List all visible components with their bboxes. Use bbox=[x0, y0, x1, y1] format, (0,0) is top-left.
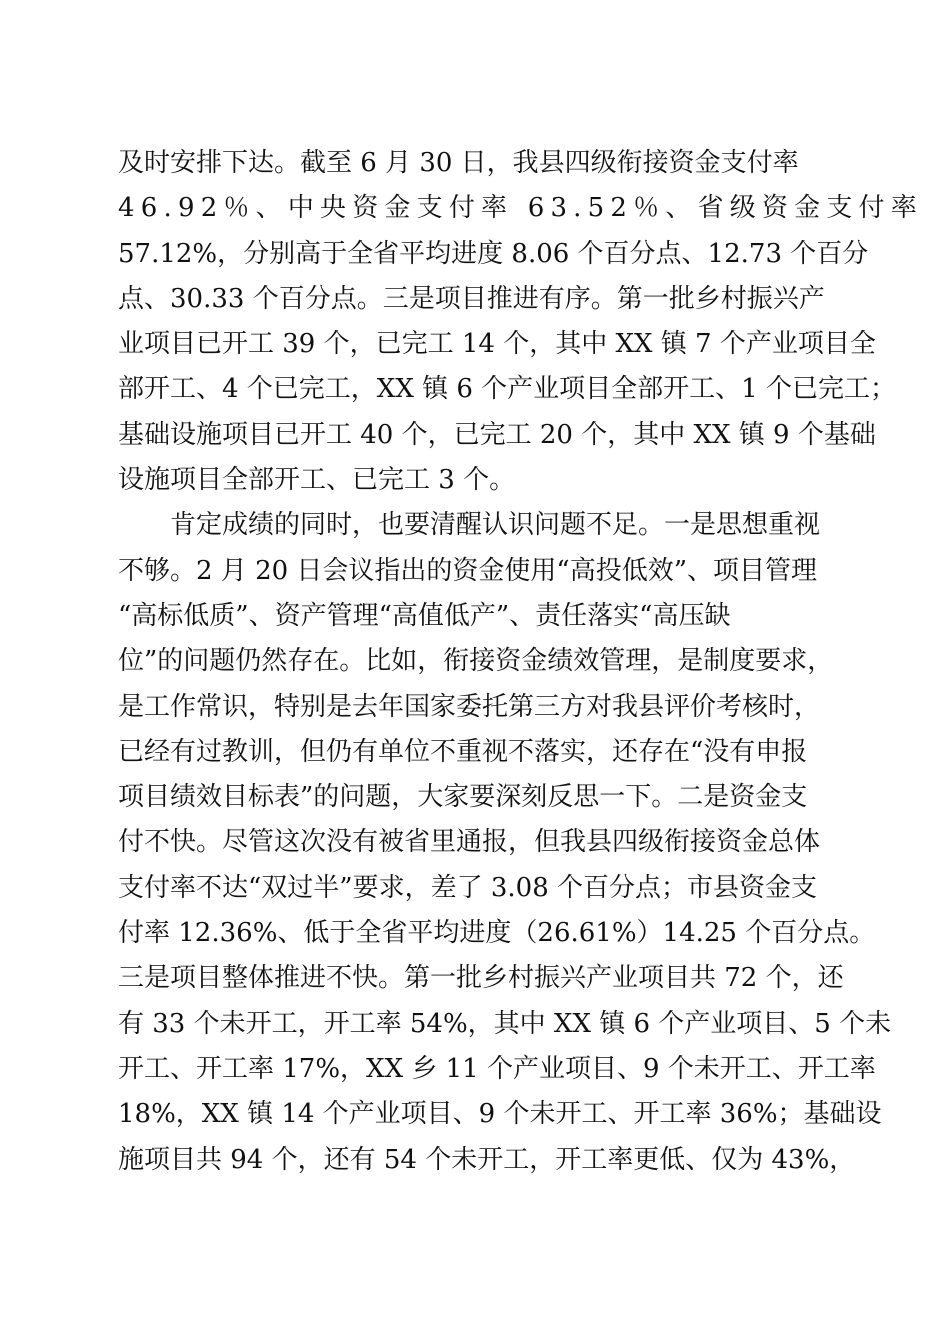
paragraph-1-line-6: 部开工、4 个已完工，XX 镇 6 个产业项目全部开工、1 个已完工； bbox=[118, 374, 896, 405]
paragraph-2-line-12: 有 33 个未开工，开工率 54%，其中 XX 镇 6 个产业项目、5 个未 bbox=[118, 1008, 892, 1039]
paragraph-1-line-2: 46.92％、中央资金支付率 63.52％、省级资金支付率 bbox=[118, 193, 923, 224]
paragraph-2-line-2: 不够。2 月 20 日会议指出的资金使用“高投低效”、项目管理 bbox=[118, 555, 818, 586]
paragraph-2-line-13: 开工、开工率 17%，XX 乡 11 个产业项目、9 个未开工、开工率 bbox=[118, 1053, 876, 1084]
paragraph-1-line-7: 基础设施项目已开工 40 个，已完工 20 个，其中 XX 镇 9 个基础 bbox=[118, 419, 876, 450]
paragraph-1-line-3: 57.12%，分别高于全省平均进度 8.06 个百分点、12.73 个百分 bbox=[118, 238, 869, 269]
paragraph-2-line-14: 18%，XX 镇 14 个产业项目、9 个未开工、开工率 36%；基础设 bbox=[118, 1099, 882, 1130]
paragraph-2-line-11: 三是项目整体推进不快。第一批乡村振兴产业项目共 72 个，还 bbox=[118, 963, 844, 994]
paragraph-2-line-4: 位”的问题仍然存在。比如，衔接资金绩效管理，是制度要求， bbox=[118, 646, 834, 677]
paragraph-2-line-6: 已经有过教训，但仍有单位不重视不落实，还存在“没有申报 bbox=[118, 736, 808, 767]
paragraph-1-line-5: 业项目已开工 39 个，已完工 14 个，其中 XX 镇 7 个产业项目全 bbox=[118, 329, 876, 360]
paragraph-2-line-3: “高标低质”、资产管理“高值低产”、责任落实“高压缺 bbox=[118, 600, 731, 631]
paragraph-2-line-5: 是工作常识，特别是去年国家委托第三方对我县评价考核时， bbox=[118, 691, 821, 722]
paragraph-2-line-15: 施项目共 94 个，还有 54 个未开工，开工率更低、仅为 43%， bbox=[118, 1144, 856, 1175]
paragraph-1-line-4: 点、30.33 个百分点。三是项目推进有序。第一批乡村振兴产 bbox=[118, 283, 825, 314]
paragraph-2-line-9: 支付率不达“双过半”要求，差了 3.08 个百分点；市县资金支 bbox=[118, 872, 818, 903]
paragraph-2-line-7: 项目绩效目标表”的问题，大家要深刻反思一下。二是资金支 bbox=[118, 782, 808, 813]
paragraph-2-line-8: 付不快。尽管这次没有被省里通报，但我县四级衔接资金总体 bbox=[118, 827, 821, 858]
paragraph-2-line-1: 肯定成绩的同时，也要清醒认识问题不足。一是思想重视 bbox=[170, 510, 821, 541]
paragraph-2-line-10: 付率 12.36%、低于全省平均进度（26.61%）14.25 个百分点。 bbox=[118, 918, 876, 949]
paragraph-1-line-1: 及时安排下达。截至 6 月 30 日，我县四级衔接资金支付率 bbox=[118, 148, 799, 178]
paragraph-1-line-8: 设施项目全部开工、已完工 3 个。 bbox=[118, 465, 516, 496]
body-text bbox=[118, 141, 923, 1183]
